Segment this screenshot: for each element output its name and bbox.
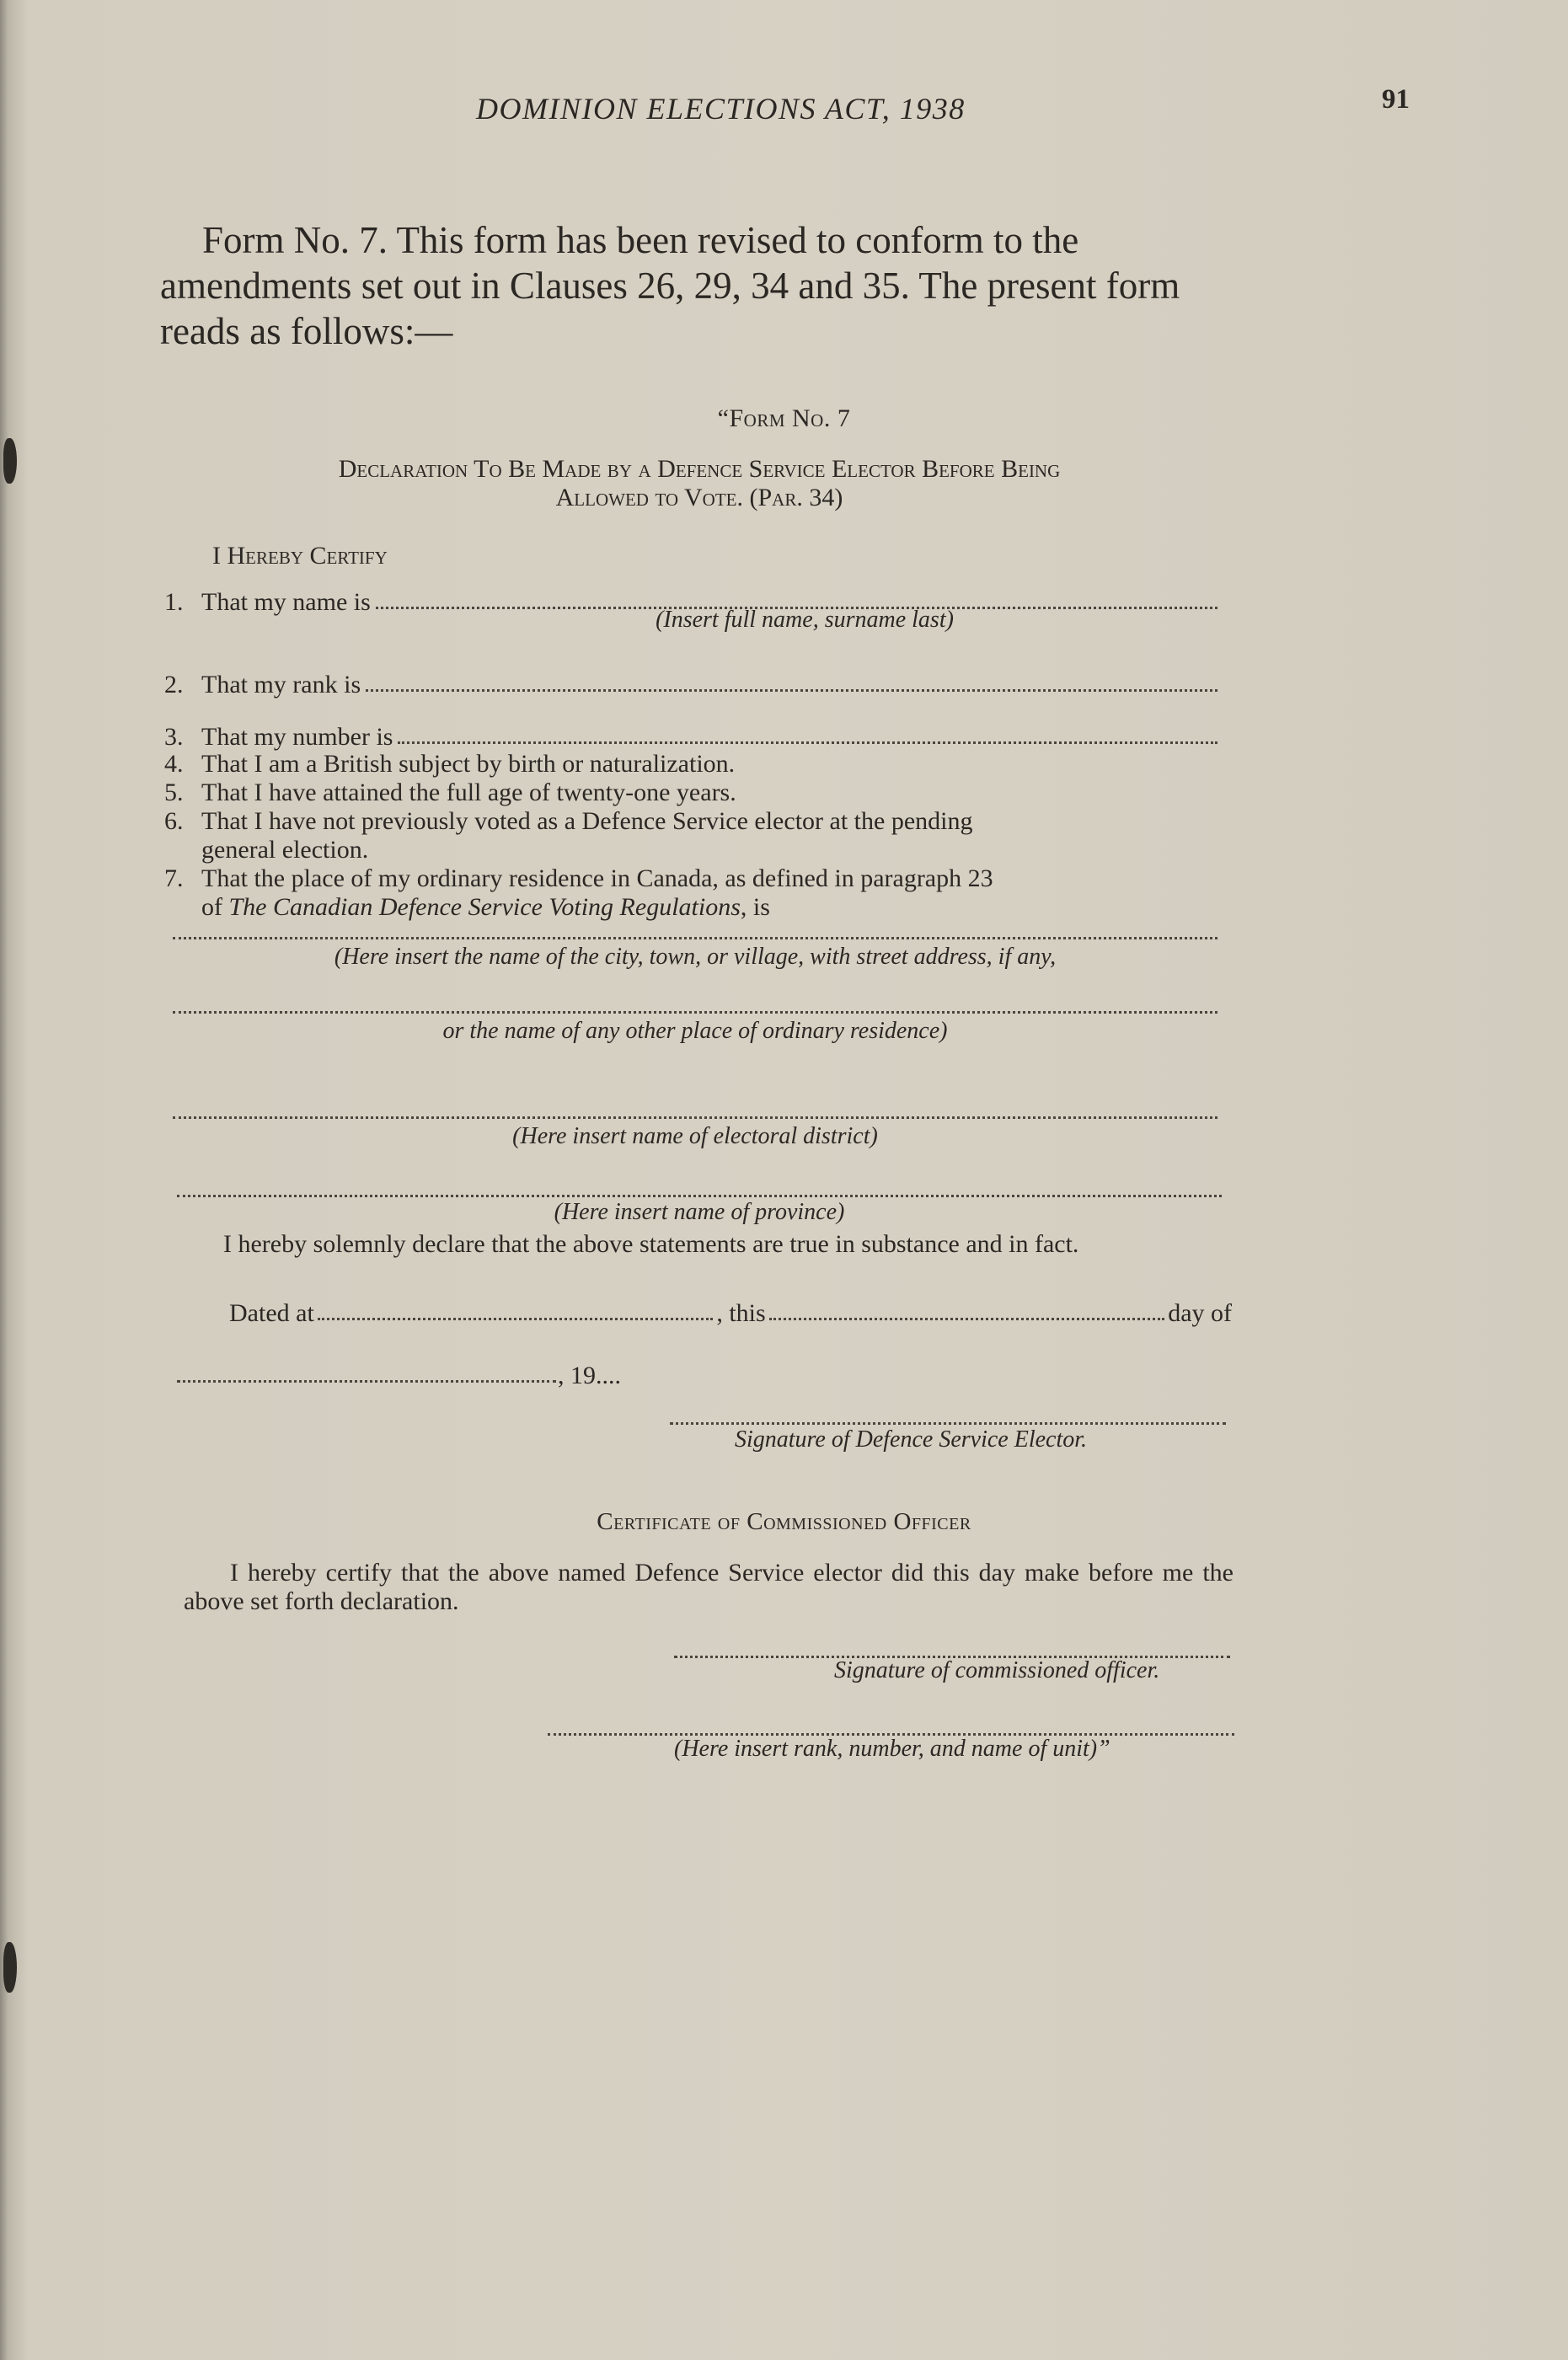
declaration-paragraph: I hereby solemnly declare that the above statements are true in substance and in fact.: [223, 1230, 1079, 1258]
item-number-line: [164, 718, 1217, 752]
residence-caption: (Here insert the name of the city, town, or village, with street address, if any,: [334, 944, 1057, 970]
month-blank: [177, 1380, 556, 1383]
residence-blank: [173, 1011, 1217, 1014]
declaration-title: [194, 455, 1205, 512]
intro-paragraph: Form No. 7. This form has been revised to conform to the amendments set out in Clauses 26, 29, 34 and 35. The present form reads as follows:—: [160, 219, 1180, 352]
item-rank-line: [164, 666, 1217, 699]
elector-signature-caption: Signature of Defence Service Elector.: [735, 1426, 1088, 1453]
rank-blank: [366, 689, 1217, 692]
province-blank: [177, 1195, 1222, 1197]
binding-mark: [3, 438, 17, 484]
year-line: [177, 1357, 621, 1390]
certificate-heading: Certificate of Commissioned Officer: [597, 1508, 971, 1535]
list-item: 4. That I am a British subject by birth or naturalization.: [164, 750, 736, 778]
list-item: 5. That I have attained the full age of twenty-one years.: [164, 779, 736, 806]
number-blank: [398, 741, 1217, 744]
name-caption: (Insert full name, surname last): [656, 607, 954, 633]
day-of-label: day of: [1168, 1299, 1233, 1327]
list-item-continuation: of The Canadian Defence Service Voting Regulations, is: [201, 893, 770, 921]
elector-signature-blank: [670, 1422, 1226, 1425]
district-blank: [173, 1116, 1217, 1119]
certify-heading: I Hereby Certify: [212, 542, 388, 570]
binding-mark: [3, 1942, 17, 1993]
officer-signature-caption: Signature of commissioned officer.: [834, 1657, 1160, 1683]
certificate-paragraph: I hereby certify that the above named Defence Service elector did this day make before me the above set forth declaration.: [184, 1559, 1234, 1615]
year-blank: ....: [596, 1362, 621, 1389]
province-caption: (Here insert name of province): [554, 1199, 845, 1225]
form-heading: “Form No. 7: [717, 404, 851, 432]
page-number: 91: [1382, 84, 1410, 115]
declaration-title-line: Allowed to Vote. (Par. 34): [555, 484, 843, 511]
declaration-title-line: Declaration To Be Made by a Defence Service Elector Before Being: [338, 455, 1061, 483]
item-text: That my rank is: [201, 671, 361, 698]
item-number: 1.: [164, 588, 184, 616]
residence-blank: [173, 937, 1217, 939]
running-header: DOMINION ELECTIONS ACT, 1938: [476, 92, 966, 126]
district-caption: (Here insert name of electoral district): [512, 1123, 878, 1149]
item-text: That my number is: [201, 723, 393, 751]
this-label: , this: [716, 1299, 766, 1327]
residence-caption: or the name of any other place of ordinary residence): [442, 1018, 948, 1044]
year-label: , 19: [558, 1362, 596, 1389]
list-item: 6. That I have not previously voted as a Defence Service elector at the pending: [164, 807, 973, 835]
item-number: 3.: [164, 723, 184, 751]
day-blank: [769, 1318, 1165, 1320]
dated-at-label: Dated at: [229, 1299, 314, 1327]
dated-line: [229, 1294, 1232, 1328]
item-number: 2.: [164, 671, 184, 698]
item-list: [164, 750, 1217, 922]
place-blank: [318, 1318, 714, 1320]
list-item: 7. That the place of my ordinary residence in Canada, as defined in paragraph 23: [164, 864, 993, 892]
list-item: general election.: [201, 836, 369, 864]
item-text: That my name is: [201, 588, 371, 616]
rank-unit-caption: (Here insert rank, number, and name of unit)”: [674, 1736, 1110, 1762]
